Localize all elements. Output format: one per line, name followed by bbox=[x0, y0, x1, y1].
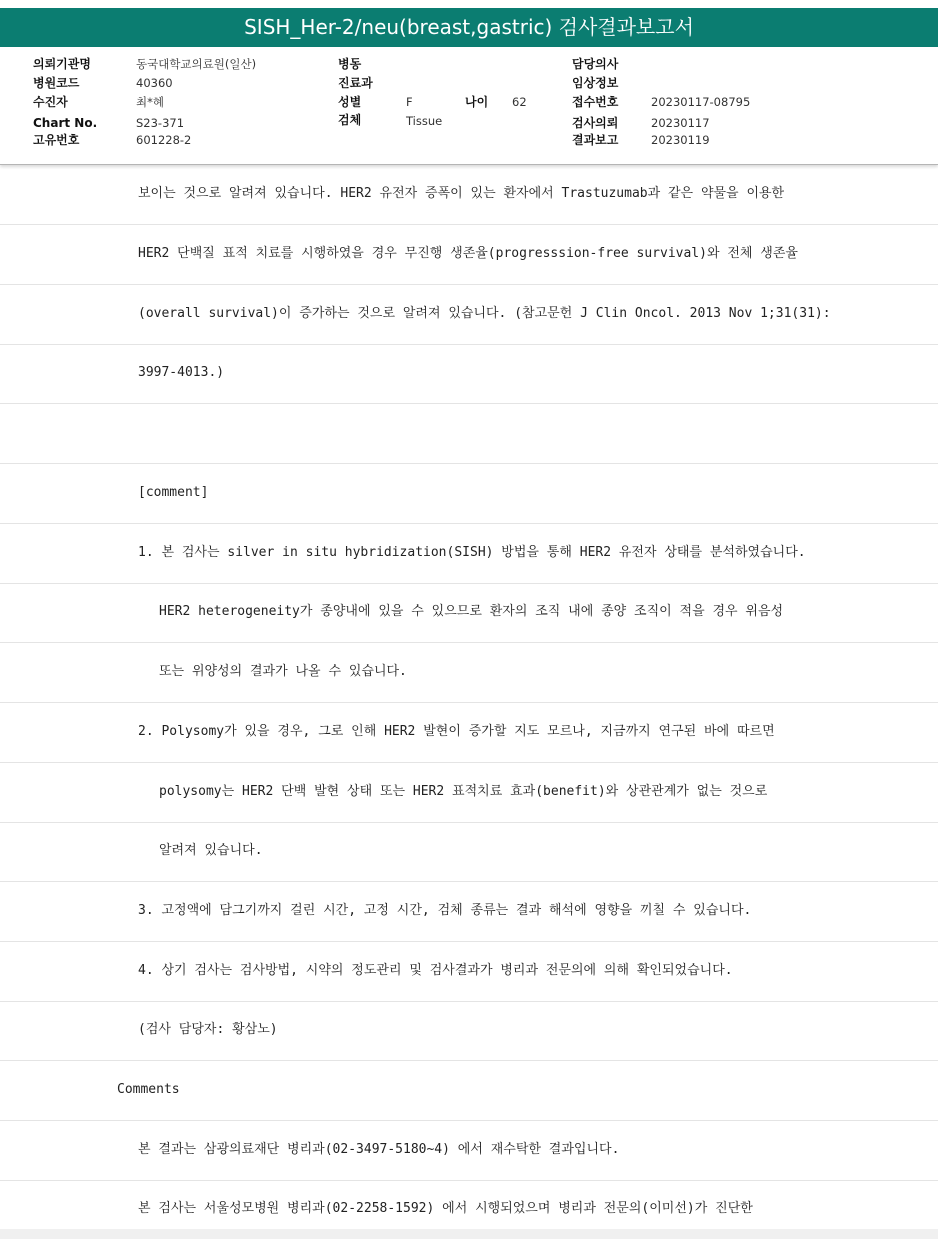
patient-info-header bbox=[0, 47, 938, 165]
comment-heading: [comment] bbox=[138, 485, 209, 500]
report-line bbox=[0, 1001, 938, 1061]
sex-label: 성별 bbox=[338, 95, 362, 109]
receipt-no-label: 접수번호 bbox=[572, 95, 619, 109]
report-line-text: 1. 본 검사는 silver in situ hybridization(SISH) 방법을 통해 HER2 유전자 상태를 분석하였습니다. bbox=[138, 545, 806, 560]
ward-label: 병동 bbox=[338, 57, 362, 71]
report-title: SISH_Her-2/neu(breast,gastric) 검사결과보고서 bbox=[0, 8, 938, 47]
report-line bbox=[0, 225, 938, 285]
doctor-label: 담당의사 bbox=[572, 57, 619, 71]
report-line bbox=[0, 1061, 938, 1121]
report-line bbox=[0, 882, 938, 942]
report-line-text: 보이는 것으로 알려져 있습니다. HER2 유전자 증폭이 있는 환자에서 Trastuzumab과 같은 약물을 이용한 bbox=[138, 186, 785, 201]
report-line-text: 3. 고정액에 담그기까지 걸린 시간, 고정 시간, 검체 종류는 결과 해석에 영향을 끼칠 수 있습니다. bbox=[138, 903, 752, 918]
report-line-text: 본 검사는 서울성모병원 병리과(02-2258-1592) 에서 시행되었으며 병리과 전문의(이미선)가 진단한 bbox=[138, 1201, 753, 1216]
report-line bbox=[0, 942, 938, 1002]
report-line-text: 4. 상기 검사는 검사방법, 시약의 정도관리 및 검사결과가 병리과 전문의에 의해 확인되었습니다. bbox=[138, 963, 733, 978]
report-line bbox=[0, 344, 938, 404]
report-line-text: 또는 위양성의 결과가 나올 수 있습니다. bbox=[159, 664, 407, 679]
report-line bbox=[0, 763, 938, 823]
unique-id-label: 고유번호 bbox=[33, 133, 80, 147]
report-line-text: HER2 heterogeneity가 종양내에 있을 수 있으므로 환자의 조직 내에 종양 조직이 적을 경우 위음성 bbox=[159, 604, 784, 619]
request-date-value: 20230117 bbox=[651, 116, 710, 130]
report-line bbox=[0, 464, 938, 524]
report-line-text: 본 결과는 삼광의료재단 병리과(02-3497-5180~4) 에서 재수탁한 결과입니다. bbox=[138, 1142, 620, 1157]
specimen-value: Tissue bbox=[406, 114, 443, 128]
comments-heading: Comments bbox=[117, 1082, 180, 1097]
sex-value: F bbox=[406, 95, 413, 109]
report-body bbox=[0, 165, 938, 1229]
age-label: 나이 bbox=[465, 95, 489, 109]
receipt-no-value: 20230117-08795 bbox=[651, 95, 751, 109]
chart-no-label: Chart No. bbox=[33, 116, 98, 130]
hospital-code-value: 40360 bbox=[136, 76, 173, 90]
report-line-text: 3997-4013.) bbox=[138, 365, 225, 380]
clinical-info-label: 임상정보 bbox=[572, 76, 619, 90]
report-line bbox=[0, 524, 938, 584]
report-line-text: 2. Polysomy가 있을 경우, 그로 인해 HER2 발현이 증가할 지도 모르나, 지금까지 연구된 바에 따르면 bbox=[138, 724, 775, 739]
patient-name-value: 최*혜 bbox=[136, 95, 164, 109]
report-line-text: polysomy는 HER2 단백 발현 상태 또는 HER2 표적치료 효과(benefit)와 상관관계가 없는 것으로 bbox=[159, 784, 768, 799]
report-line bbox=[0, 165, 938, 225]
page-footer-strip bbox=[0, 1229, 938, 1239]
report-line bbox=[0, 285, 938, 345]
report-date-value: 20230119 bbox=[651, 133, 710, 147]
report-line-text: (검사 담당자: 황삼노) bbox=[138, 1022, 278, 1037]
institution-value: 동국대학교의료원(일산) bbox=[136, 57, 257, 71]
request-date-label: 검사의뢰 bbox=[572, 116, 619, 130]
patient-name-label: 수진자 bbox=[33, 95, 68, 109]
report-line bbox=[0, 1180, 938, 1229]
department-label: 진료과 bbox=[338, 76, 373, 90]
report-line bbox=[0, 643, 938, 703]
report-date-label: 결과보고 bbox=[572, 133, 619, 147]
report-line-text: 알려져 있습니다. bbox=[159, 843, 263, 858]
report-line-text: HER2 단백질 표적 치료를 시행하였을 경우 무진행 생존율(progresssion-free survival)와 전체 생존율 bbox=[138, 246, 798, 261]
specimen-label: 검체 bbox=[338, 113, 362, 127]
report-line bbox=[0, 1121, 938, 1181]
age-value: 62 bbox=[512, 95, 527, 109]
report-line bbox=[0, 404, 938, 464]
unique-id-value: 601228-2 bbox=[136, 133, 192, 147]
report-line bbox=[0, 703, 938, 763]
hospital-code-label: 병원코드 bbox=[33, 76, 80, 90]
institution-label: 의뢰기관명 bbox=[33, 57, 91, 71]
chart-no-value: S23-371 bbox=[136, 116, 185, 130]
report-line-text: (overall survival)이 증가하는 것으로 알려져 있습니다. (참고문헌 J Clin Oncol. 2013 Nov 1;31(31): bbox=[138, 306, 831, 321]
report-line bbox=[0, 822, 938, 882]
report-line bbox=[0, 583, 938, 643]
